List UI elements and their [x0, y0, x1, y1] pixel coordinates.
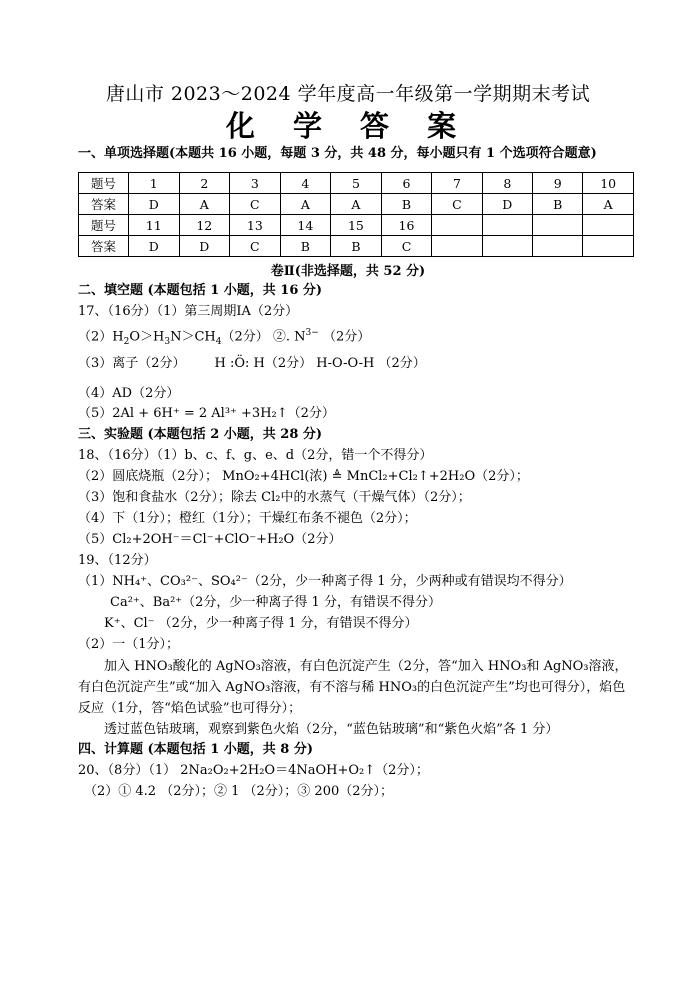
table-cell: 题号: [79, 215, 129, 236]
table-cell: 9: [533, 173, 583, 194]
q17-line2-c: N＞CH: [170, 329, 216, 345]
table-cell: 11: [128, 215, 179, 236]
answer-title: 化 学 答 案: [225, 109, 471, 143]
table-cell: D: [128, 236, 179, 257]
q19-paragraph1: 加入 HNO₃酸化的 AgNO₃溶液，有白色沉淀产生（2分，答“加入 HNO₃和 AgNO₃溶液，有白色沉淀产生”或“加入 AgNO₃溶液，有不溶与稀 HNO₃的白色沉淀产生”均也可得分），焰色反应（1分，答“焰色试验”也可得分）；: [78, 659, 628, 716]
q19-paragraph2: 透过蓝色钴玻璃，观察到紫色火焰（2分，“蓝色钴玻璃”和“紫色火焰”各 1 分）: [104, 722, 559, 737]
table-cell: 题号: [79, 173, 129, 194]
table-cell: 7: [432, 173, 482, 194]
q17-line2-f: （2分）: [318, 329, 371, 345]
table-cell: B: [280, 236, 331, 257]
table-cell: 答案: [79, 236, 129, 257]
answer-table: [78, 172, 634, 257]
table-cell: 13: [230, 215, 281, 236]
table-cell: [533, 215, 583, 236]
table-cell: C: [230, 194, 281, 215]
table-cell: [432, 236, 482, 257]
table-cell: [432, 215, 482, 236]
q19-line4: K⁺、Cl⁻ （2分，少一种离子得 1 分，有错误不得分）: [104, 616, 418, 631]
table-cell: 6: [381, 173, 432, 194]
q18-line2: （2）圆底烧瓶（2分）； MnO₂+4HCl(浓) ≜ MnCl₂+Cl₂↑+2H₂O（2分）；: [78, 469, 529, 484]
table-cell: 16: [381, 215, 432, 236]
table-cell: C: [432, 194, 482, 215]
q18-line1: 18、（16分）（1）b、c、f、g、e、d（2分，错一个不得分）: [78, 448, 433, 463]
q20-line2: （2）① 4.2 （2分）；② 1 （2分）；③ 200（2分）；: [84, 784, 394, 799]
q19-line2: （1）NH₄⁺、CO₃²⁻、SO₄²⁻（2分，少一种离子得 1 分，少两种或有错误均不得分）: [78, 574, 572, 589]
q20-line1: 20、（8分）（1） 2Na₂O₂+2H₂O＝4NaOH+O₂↑（2分）；: [78, 763, 429, 778]
q18-line4: （4）下（1分）；橙红（1分）；干燥红布条不褪色（2分）；: [78, 511, 417, 526]
q17-line2-d: （2分） ②. N: [221, 329, 306, 345]
exam-title: 唐山市 2023～2024 学年度高一年级第一学期期末考试: [105, 83, 591, 105]
part2-heading: 卷Ⅱ(非选择题，共 52 分): [270, 264, 426, 279]
table-cell: 5: [331, 173, 382, 194]
table-cell: B: [331, 236, 382, 257]
q17-line1: 17、（16分）（1）第三周期ⅠA（2分）: [78, 304, 299, 319]
q19-line3: Ca²⁺、Ba²⁺（2分，少一种离子得 1 分，有错误不得分）: [110, 595, 441, 610]
table-cell: 10: [583, 173, 634, 194]
q17-line3: [78, 355, 426, 373]
table-cell: 8: [482, 173, 532, 194]
section-calc-heading: 四、计算题 (本题包括 1 小题，共 8 分): [78, 742, 314, 757]
q17-line5: （5）2Al + 6H⁺ = 2 Al³⁺ +3H₂↑（2分）: [78, 406, 335, 421]
table-cell: A: [331, 194, 382, 215]
table-row: [79, 215, 634, 236]
table-cell: [583, 215, 634, 236]
section-fill-heading: 二、填空题 (本题包括 1 小题，共 16 分): [78, 283, 323, 298]
table-cell: 答案: [79, 194, 129, 215]
table-row: [79, 236, 634, 257]
table-cell: B: [381, 194, 432, 215]
table-cell: C: [230, 236, 281, 257]
table-cell: [533, 236, 583, 257]
table-cell: D: [179, 236, 230, 257]
table-cell: B: [533, 194, 583, 215]
table-cell: A: [280, 194, 331, 215]
table-cell: 12: [179, 215, 230, 236]
table-cell: 3: [230, 173, 281, 194]
q17-line2: $(2)H_2O>H_3N>CH_4(2$分） ②. $N^{3-}$ （2分）: [78, 328, 371, 347]
table-cell: 15: [331, 215, 382, 236]
table-cell: 4: [280, 173, 331, 194]
q18-line3: （3）饱和食盐水（2分）；除去 Cl₂中的水蒸气（干燥气体）（2分）；: [78, 490, 471, 505]
q17-line4: （4）AD（2分）: [78, 386, 180, 401]
q19-line5: （2）一（1分）；: [78, 637, 180, 652]
q17-line2-e: 3−: [305, 328, 319, 338]
table-cell: 2: [179, 173, 230, 194]
q18-line5: （5）Cl₂+2OH⁻＝Cl⁻+ClO⁻+H₂O（2分）: [78, 532, 342, 547]
table-cell: A: [583, 194, 634, 215]
q19-line1: 19、（12分）: [78, 553, 157, 568]
table-cell: A: [179, 194, 230, 215]
table-cell: [482, 236, 532, 257]
section-experiment-heading: 三、实验题 (本题包括 2 小题，共 28 分): [78, 427, 323, 442]
table-cell: [583, 236, 634, 257]
table-cell: 14: [280, 215, 331, 236]
section-choice-heading: 一、单项选择题(本题共 16 小题，每题 3 分，共 48 分，每小题只有 1 个选项符合题意): [78, 146, 597, 161]
table-row: [79, 194, 634, 215]
table-row: [79, 173, 634, 194]
table-cell: C: [381, 236, 432, 257]
q17-line3-b: H :Ö: H（2分） H-O-O-H （2分）: [214, 356, 426, 371]
table-cell: [482, 215, 532, 236]
table-cell: D: [128, 194, 179, 215]
table-cell: 1: [128, 173, 179, 194]
table-cell: D: [482, 194, 532, 215]
q17-line3-a: （3）离子（2分）: [78, 356, 186, 371]
q17-line2-b: O＞H: [129, 329, 165, 345]
q17-line2-a: （2）H: [78, 329, 124, 345]
